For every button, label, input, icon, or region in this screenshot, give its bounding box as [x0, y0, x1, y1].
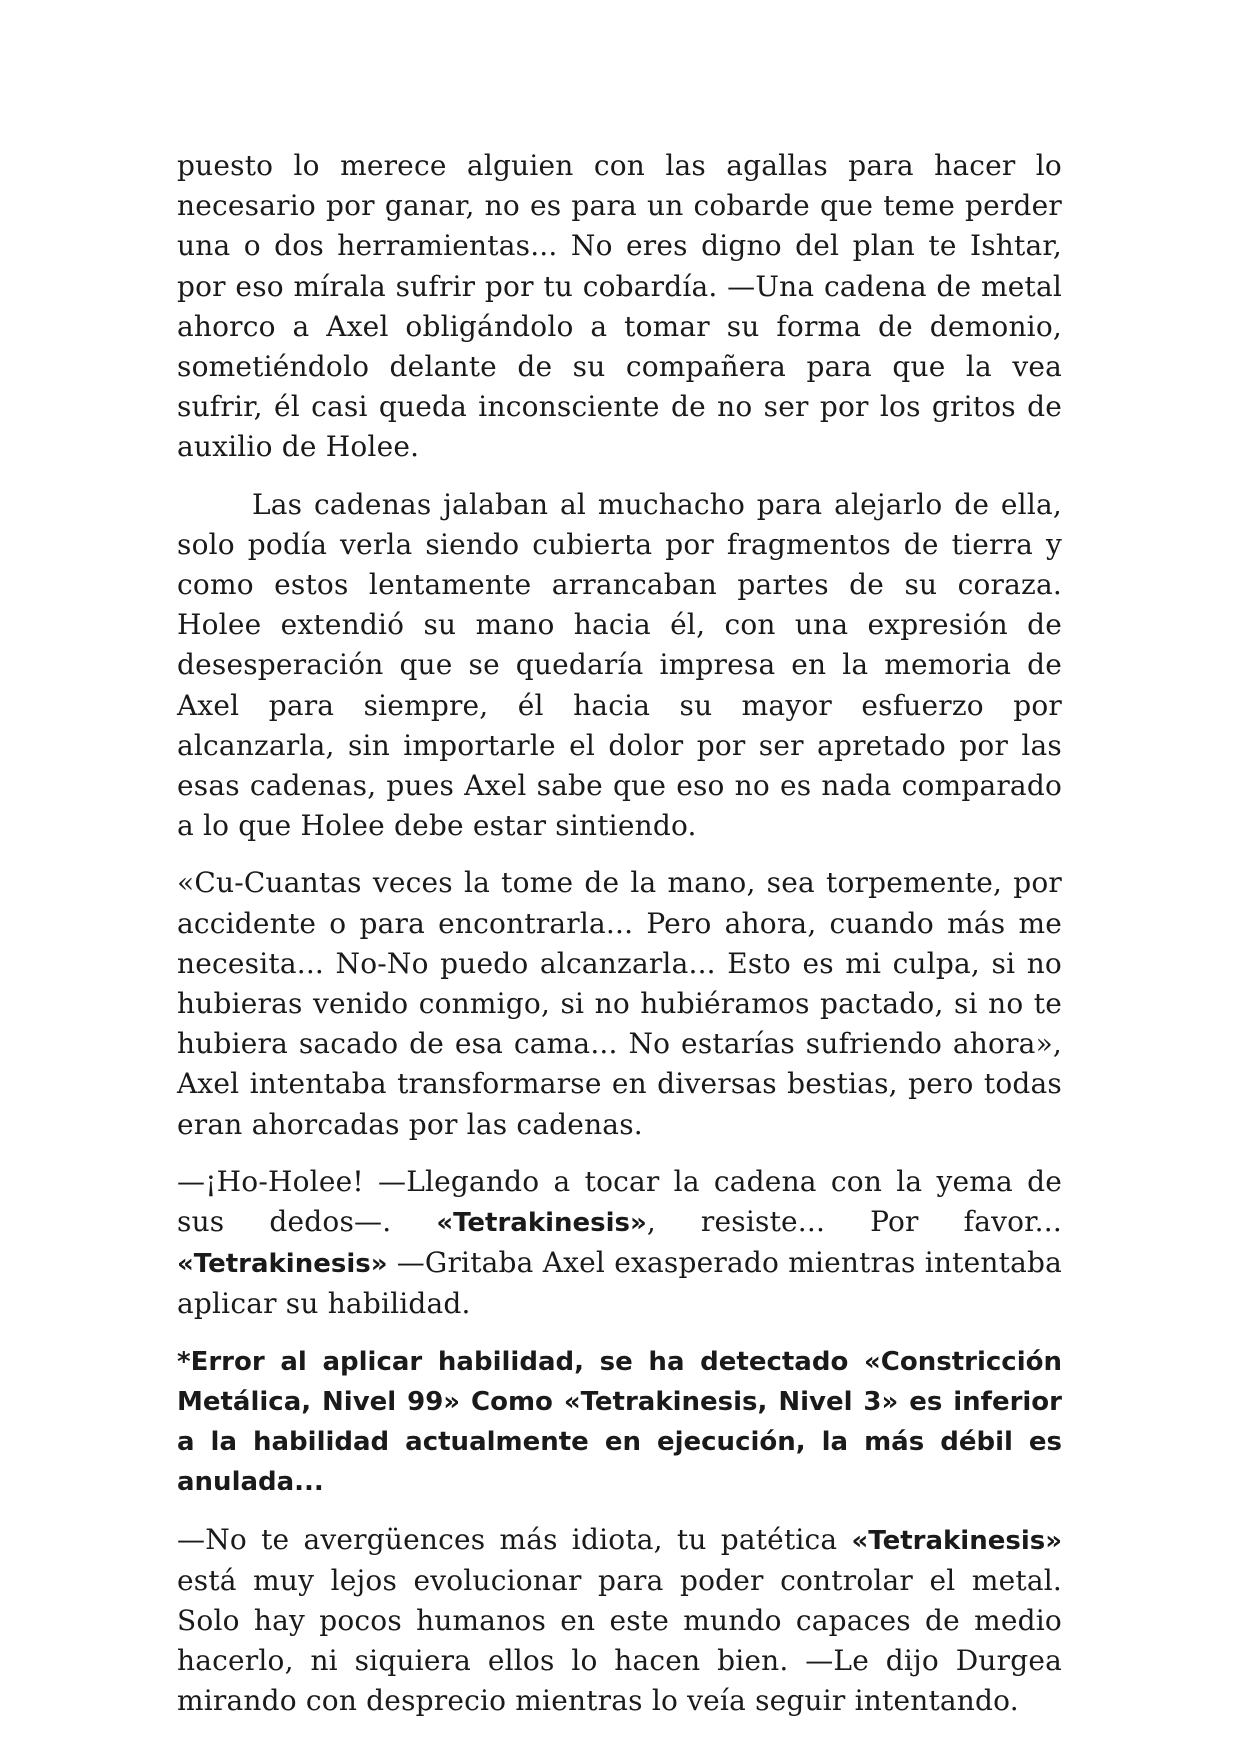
- body-text: [177, 146, 1062, 1739]
- system-message-text: *Error al aplicar habilidad, se ha detectado «Constricción Metálica, Nivel 99» Como «Tetrakinesis, Nivel 3» es inferior a la habilidad actualmente en ejecución, la más débil es anulada...: [177, 1346, 1062, 1498]
- paragraph-6-text-a: —No te avergüences más idiota, tu patética: [177, 1522, 852, 1556]
- paragraph-4-text-a: —¡Ho-Holee! —Llegando a tocar la cadena con la yema de sus dedos—.: [177, 1164, 1062, 1239]
- paragraph-4-text-c: —Gritaba Axel exasperado mientras intentaba aplicar su habilidad.: [177, 1246, 1062, 1321]
- paragraph-6-text-b: está muy lejos evolucionar para poder controlar el metal. Solo hay pocos humanos en este mundo capaces de medio hacerlo, ni siquiera ellos lo hacen bien. —Le dijo Durgea mirando con desprecio mientras lo veía seguir intentando.: [177, 1563, 1062, 1718]
- paragraph-2-text: Las cadenas jalaban al muchacho para alejarlo de ella, solo podía verla siendo cubierta por fragmentos de tierra y como estos lentamente arrancaban partes de su coraza. Holee extendió su mano hacia él, con una expresión de desesperación que se quedaría impresa en la memoria de Axel para siempre, él hacia su mayor esfuerzo por alcanzarla, sin importarle el dolor por ser apretado por las esas cadenas, pues Axel sabe que eso no es nada comparado a lo que Holee debe estar sintiendo.: [177, 487, 1062, 843]
- skill-name-emphasis: «Tetrakinesis»: [851, 1525, 1062, 1556]
- paragraph-3: [177, 863, 1062, 1144]
- paragraph-1: [177, 146, 1062, 468]
- paragraph-1-text: puesto lo merece alguien con las agallas para hacer lo necesario por ganar, no es para un cobarde que teme perder una o dos herramientas... No eres digno del plan te Ishtar, por eso mírala sufrir por tu cobardía. —Una cadena de metal ahorco a Axel obligándolo a tomar su forma de demonio, sometiéndolo delante de su compañera para que la vea sufrir, él casi queda inconsciente de no ser por los gritos de auxilio de Holee.: [177, 149, 1062, 464]
- skill-name-emphasis: «Tetrakinesis»: [436, 1208, 647, 1239]
- paragraph-3-text: «Cu-Cuantas veces la tome de la mano, sea torpemente, por accidente o para encontrarla... Pero ahora, cuando más me necesita... No-No puedo alcanzarla... Esto es mi culpa, si no hubieras venido conmigo, si no hubiéramos pactado, si no te hubiera sacado de esa cama... No estarías sufriendo ahora», Axel intentaba transformarse en diversas bestias, pero todas eran ahorcadas por las cadenas.: [177, 866, 1062, 1141]
- paragraph-6: [177, 1520, 1062, 1722]
- skill-name-emphasis: «Tetrakinesis»: [177, 1249, 388, 1280]
- paragraph-4-text-b: , resiste... Por favor...: [646, 1205, 1062, 1239]
- paragraph-4: [177, 1162, 1062, 1325]
- paragraph-2: [177, 485, 1062, 847]
- system-message: [177, 1342, 1062, 1503]
